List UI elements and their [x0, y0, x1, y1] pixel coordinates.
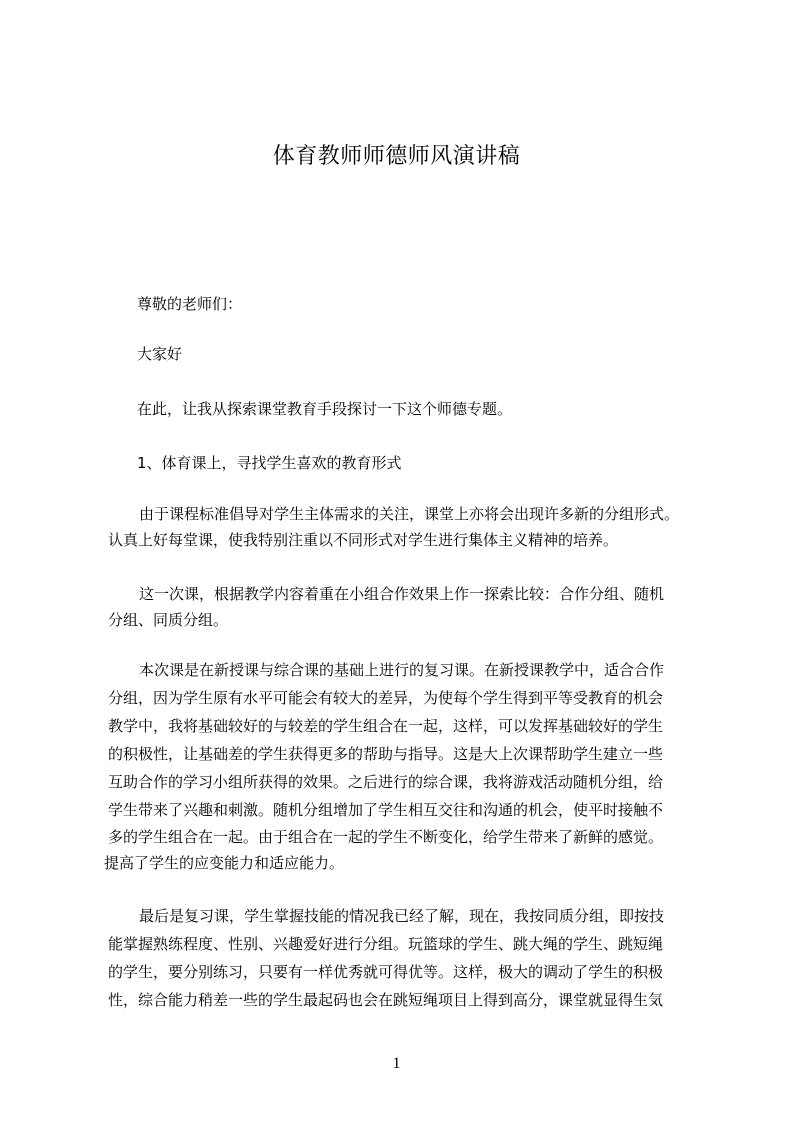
- paragraph-line: 由于课程标准倡导对学生主体需求的关注，课堂上亦将会出现许多新的分组形式。: [139, 505, 680, 523]
- paragraph-line: 互助合作的学习小组所获得的效果。之后进行的综合课，我将游戏活动随机分组，给: [108, 773, 664, 791]
- page-title: 体育教师师德师风演讲稿: [272, 144, 521, 169]
- paragraph-line: 本次课是在新授课与综合课的基础上进行的复习课。在新授课教学中，适合合作: [139, 661, 665, 679]
- paragraph-line: 教学中，我将基础较好的与较差的学生组合在一起，这样，可以发挥基础较好的学生: [108, 717, 664, 735]
- paragraph-line: 多的学生组合在一起。由于组合在一起的学生不断变化，给学生带来了新鲜的感觉。: [108, 828, 664, 846]
- paragraph-line: 性，综合能力稍差一些的学生最起码也会在跳短绳项目上得到高分，课堂就显得生気: [108, 991, 664, 1009]
- paragraph-line: 的积极性，让基础差的学生获得更多的帮助与指导。这是大上次课帮助学生建立一些: [108, 745, 664, 763]
- paragraph-line: 提高了学生的应变能力和适应能力。: [104, 854, 345, 872]
- paragraph-line: 这一次课，根据教学内容着重在小组合作效果上作一探索比较：合作分组、随机: [139, 585, 665, 603]
- page-number: 1: [392, 1055, 401, 1072]
- hello-line: 大家好: [137, 345, 183, 363]
- section-heading: 1、体育课上，寻找学生喜欢的教育形式: [137, 454, 402, 472]
- intro-line: 在此，让我从探索课堂教育手段探讨一下这个师德专题。: [137, 400, 513, 418]
- paragraph-line: 认真上好每堂课，使我特别注重以不同形式对学生进行集体主义精神的培养。: [108, 531, 619, 549]
- paragraph-line: 的学生，要分别练习，只要有一样优秀就可得优等。这样，极大的调动了学生的积极: [108, 963, 664, 981]
- greeting: 尊敬的老师们：: [137, 295, 243, 313]
- paragraph-line: 分组、同质分组。: [108, 611, 229, 629]
- paragraph-line: 能掌握熟练程度、性别、兴趣爱好进行分组。玩篮球的学生、跳大绳的学生、跳短绳: [108, 935, 664, 953]
- paragraph-line: 分组，因为学生原有水平可能会有较大的差异，为使每个学生得到平等受教育的机会: [108, 689, 664, 707]
- paragraph-line: 最后是复习课，学生掌握技能的情况我已经了解，现在，我按同质分组，即按技: [139, 907, 665, 925]
- paragraph-line: 学生带来了兴趣和刺激。随机分组增加了学生相互交往和沟通的机会，使平时接触不: [108, 801, 664, 819]
